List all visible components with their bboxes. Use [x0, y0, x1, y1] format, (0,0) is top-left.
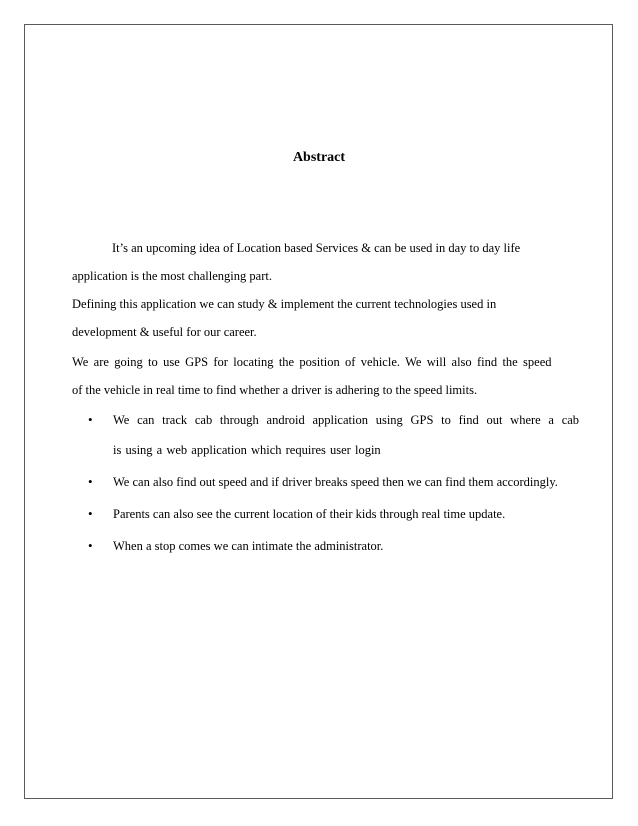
bullet-3-line-1: Parents can also see the current location of their kids through real time update. — [113, 507, 506, 521]
paragraph-3-line-2: of the vehicle in real time to find whether a driver is adhering to the speed limits. — [72, 383, 478, 397]
bullet-2-icon: • — [88, 474, 93, 489]
page-title: Abstract — [292, 150, 346, 165]
paragraph-1-line-1: It’s an upcoming idea of Location based Services & can be used in day to day life — [112, 241, 521, 255]
paragraph-2-line-2: development & useful for our career. — [72, 325, 257, 339]
bullet-4-icon: • — [88, 538, 93, 553]
paragraph-1-line-2: application is the most challenging part. — [72, 269, 272, 283]
paragraph-3-line-1: We are going to use GPS for locating the position of vehicle. We will also find the speed — [72, 355, 552, 369]
bullet-1-line-2: is using a web application which requires user login — [113, 443, 381, 457]
paragraph-2-line-1: Defining this application we can study & implement the current technologies used in — [72, 297, 497, 311]
bullet-3-icon: • — [88, 506, 93, 521]
bullet-1-line-1: We can track cab through android application using GPS to find out where a cab — [113, 413, 580, 427]
bullet-2-line-1: We can also find out speed and if driver breaks speed then we can find them accordingly. — [113, 475, 558, 489]
bullet-1-icon: • — [88, 412, 93, 427]
bullet-4-line-1: When a stop comes we can intimate the administrator. — [113, 539, 384, 553]
